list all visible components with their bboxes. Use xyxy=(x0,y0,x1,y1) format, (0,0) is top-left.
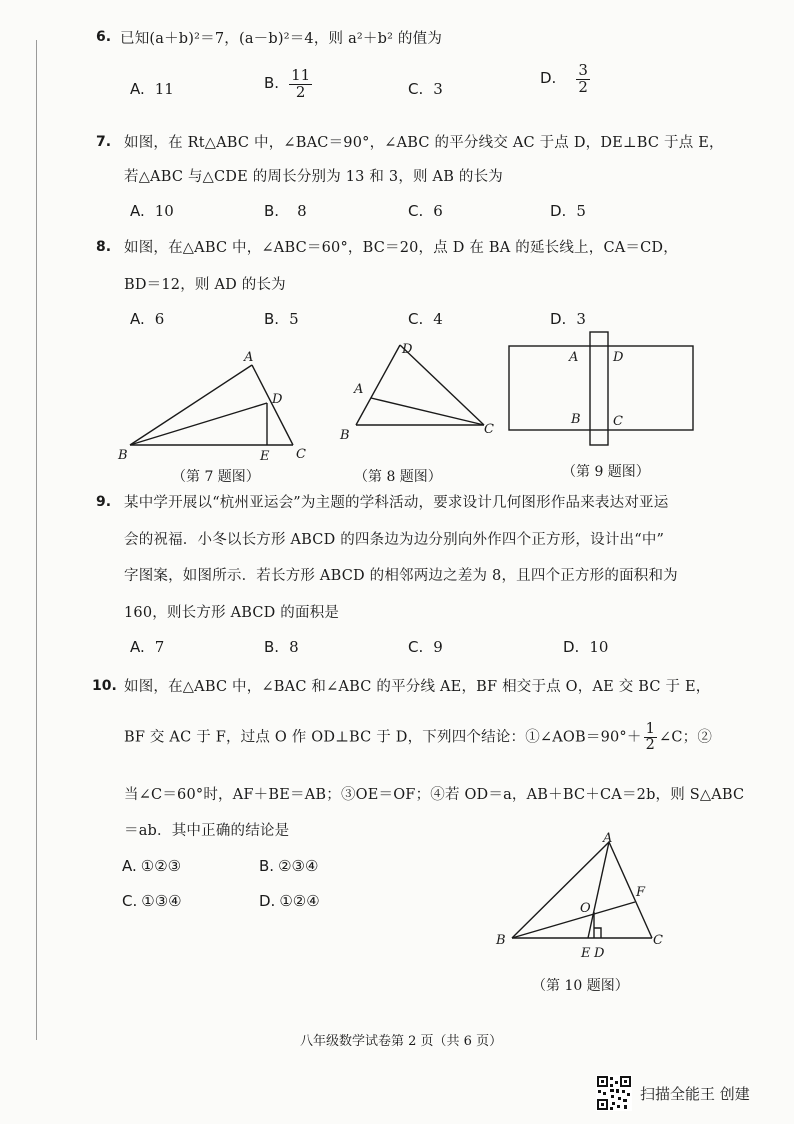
fig8-caption: （第 8 题图） xyxy=(354,469,442,485)
q9-option-c-letter: C. xyxy=(408,638,424,656)
q10-option-b-text: ②③④ xyxy=(278,857,319,875)
qr-code-icon xyxy=(596,1075,632,1111)
q10-number: 10. xyxy=(92,678,117,694)
q10-half-den: 2 xyxy=(645,737,656,754)
q9-option-c-text: 9 xyxy=(433,638,443,656)
fig7-label-a: A xyxy=(244,350,254,365)
q6-option-a-letter: A. xyxy=(130,80,145,98)
fig10-label-a: A xyxy=(603,831,613,846)
q9-stem-line1: 某中学开展以“杭州亚运会”为主题的学科活动，要求设计几何图形作品来表达对亚运 xyxy=(124,495,669,511)
margin-rule xyxy=(36,40,37,1040)
q9-option-c xyxy=(408,638,443,656)
q6-option-b xyxy=(264,68,312,101)
scanner-credit: 扫描全能王 创建 xyxy=(640,1085,750,1103)
fig9-label-c: C xyxy=(613,414,623,429)
q9-option-d xyxy=(563,638,608,656)
fig7-label-b: B xyxy=(118,448,128,463)
q8-option-a-letter: A. xyxy=(130,310,145,328)
q10-option-a-text: ①②③ xyxy=(140,857,182,875)
fig10-right-angle-mark xyxy=(594,928,601,938)
fig9-vertical-bar xyxy=(590,332,608,445)
q7-stem-line1: 如图，在 Rt△ABC 中，∠BAC＝90°，∠ABC 的平分线交 AC 于点 D，DE⊥BC 于点 E， xyxy=(124,135,724,151)
fig10-label-b: B xyxy=(496,933,506,948)
figure-9 xyxy=(505,330,697,448)
q6-option-d xyxy=(540,63,590,96)
fig10-label-d: D xyxy=(594,946,605,961)
fig10-side-ac xyxy=(609,842,652,938)
fig9-caption: （第 9 题图） xyxy=(562,464,650,480)
q10-half-fraction xyxy=(644,722,657,753)
fig7-label-d: D xyxy=(272,392,283,407)
q9-stem-line3: 字图案，如图所示．若长方形 ABCD 的相邻两边之差为 8，且四个正方形的面积和为 xyxy=(124,568,678,584)
q9-option-b-text: 8 xyxy=(289,638,299,656)
q10-stem-line2-part1: BF 交 AC 于 F，过点 O 作 OD⊥BC 于 D，下列四个结论：①∠AOB＝90°＋ xyxy=(124,729,642,746)
fig7-side-ba xyxy=(130,365,252,445)
fig9-label-a: A xyxy=(569,350,579,365)
fig8-side-ac xyxy=(371,398,484,425)
q8-option-b-text: 5 xyxy=(289,310,299,328)
q10-option-c-letter: C. xyxy=(122,892,138,910)
q7-option-b-letter: B. xyxy=(264,202,280,220)
q7-option-c xyxy=(408,202,443,220)
q8-option-d xyxy=(550,310,586,328)
q7-stem-line2: 若△ABC 与△CDE 的周长分别为 13 和 3，则 AB 的长为 xyxy=(124,169,503,185)
q9-stem-line2: 会的祝福．小冬以长方形 ABCD 的四条边为边分别向外作四个正方形，设计出“中” xyxy=(124,532,665,548)
q8-option-b-letter: B. xyxy=(264,310,280,328)
q8-stem-line1: 如图，在△ABC 中，∠ABC＝60°，BC＝20，点 D 在 BA 的延长线上，CA＝CD， xyxy=(124,240,678,256)
q6-option-a xyxy=(130,80,174,98)
q7-option-a-letter: A. xyxy=(130,202,145,220)
q10-option-d-text: ①②④ xyxy=(279,892,320,910)
fig8-label-a: A xyxy=(354,382,364,397)
q9-option-b xyxy=(264,638,299,656)
q10-stem-line2-part2: ∠C；② xyxy=(659,729,713,746)
q10-half-num: 1 xyxy=(645,721,656,737)
figure-10 xyxy=(490,830,680,965)
q6-option-a-text: 11 xyxy=(154,80,174,98)
fig8-side-dc xyxy=(400,345,484,425)
q9-option-b-letter: B. xyxy=(264,638,280,656)
q7-option-a-text: 10 xyxy=(154,202,174,220)
q10-option-a-letter: A. xyxy=(122,857,137,875)
q6-option-d-letter: D. xyxy=(540,69,557,88)
fig10-label-f: F xyxy=(636,885,646,900)
q8-option-a xyxy=(130,310,164,328)
fig8-label-d: D xyxy=(402,342,413,357)
q10-option-a xyxy=(122,857,181,875)
fig8-label-b: B xyxy=(340,428,350,443)
q6-option-b-fraction xyxy=(289,68,312,101)
q9-option-a-text: 7 xyxy=(154,638,165,656)
page-footer: 八年级数学试卷第 2 页（共 6 页） xyxy=(300,1034,503,1049)
q7-number: 7. xyxy=(96,134,112,150)
q10-stem-line3: 当∠C＝60°时，AF＋BE＝AB；③OE＝OF；④若 OD＝a，AB＋BC＋CA＝2b，则 S△ABC xyxy=(124,787,745,803)
q7-option-c-text: 6 xyxy=(433,202,443,220)
figure-7 xyxy=(110,345,310,465)
q9-option-a xyxy=(130,638,164,656)
q7-option-d-letter: D. xyxy=(550,202,567,220)
q6-option-c-text: 3 xyxy=(433,80,443,98)
q6-option-c xyxy=(408,80,443,98)
q10-option-d xyxy=(259,892,320,910)
q7-option-c-letter: C. xyxy=(408,202,424,220)
fig9-label-d: D xyxy=(613,350,624,365)
q10-stem-line2 xyxy=(124,722,712,753)
q6-number: 6. xyxy=(96,29,112,45)
q8-option-d-text: 3 xyxy=(576,310,586,328)
fig10-bisector-ae xyxy=(588,842,609,938)
q9-option-d-text: 10 xyxy=(589,638,609,656)
q6-stem: 已知(a＋b)²＝7，(a－b)²＝4，则 a²＋b² 的值为 xyxy=(120,31,443,47)
q6-option-b-letter: B. xyxy=(264,74,280,93)
q7-option-a xyxy=(130,202,174,220)
q8-number: 8. xyxy=(96,239,112,255)
figure-8 xyxy=(336,335,506,445)
fig7-label-c: C xyxy=(296,447,306,462)
q8-stem-line2: BD＝12，则 AD 的长为 xyxy=(124,277,286,293)
q7-option-d xyxy=(550,202,586,220)
q10-option-b xyxy=(259,857,318,875)
fig9-label-b: B xyxy=(571,412,581,427)
q10-option-c xyxy=(122,892,182,910)
fig9-horizontal-bar xyxy=(509,346,693,430)
fig7-bisector-bd xyxy=(130,403,267,445)
fig10-label-c: C xyxy=(653,933,663,948)
q7-option-d-text: 5 xyxy=(576,202,586,220)
q8-option-a-text: 6 xyxy=(154,310,165,328)
q8-option-c xyxy=(408,310,443,328)
q7-option-b-text: 8 xyxy=(297,202,307,220)
q10-option-c-text: ①③④ xyxy=(141,892,182,910)
q9-stem-line4: 160，则长方形 ABCD 的面积是 xyxy=(124,605,340,621)
q10-stem-line4: ＝ab．其中正确的结论是 xyxy=(124,823,290,839)
q10-option-d-letter: D. xyxy=(259,892,276,910)
fig8-label-c: C xyxy=(484,422,494,437)
fig10-label-e: E xyxy=(581,946,591,961)
fig10-label-o: O xyxy=(580,901,591,916)
q8-option-c-text: 4 xyxy=(433,310,443,328)
q10-option-b-letter: B. xyxy=(259,857,275,875)
fig10-caption: （第 10 题图） xyxy=(532,978,629,994)
q8-option-d-letter: D. xyxy=(550,310,567,328)
q6-option-b-den: 2 xyxy=(295,82,306,101)
q10-stem-line1: 如图，在△ABC 中，∠BAC 和∠ABC 的平分线 AE，BF 相交于点 O，AE 交 BC 于 E， xyxy=(124,679,711,695)
q6-option-d-den: 2 xyxy=(578,77,588,96)
fig7-caption: （第 7 题图） xyxy=(172,469,260,485)
q6-option-d-fraction xyxy=(576,63,590,96)
q9-option-a-letter: A. xyxy=(130,638,145,656)
q9-number: 9. xyxy=(96,494,112,510)
q8-option-c-letter: C. xyxy=(408,310,424,328)
q6-option-d-num: 3 xyxy=(578,61,588,79)
q6-option-c-letter: C. xyxy=(408,80,424,98)
q7-option-b xyxy=(264,202,307,220)
q8-option-b xyxy=(264,310,299,328)
q6-option-b-num: 11 xyxy=(291,66,311,84)
fig7-label-e: E xyxy=(260,449,270,464)
q9-option-d-letter: D. xyxy=(563,638,580,656)
